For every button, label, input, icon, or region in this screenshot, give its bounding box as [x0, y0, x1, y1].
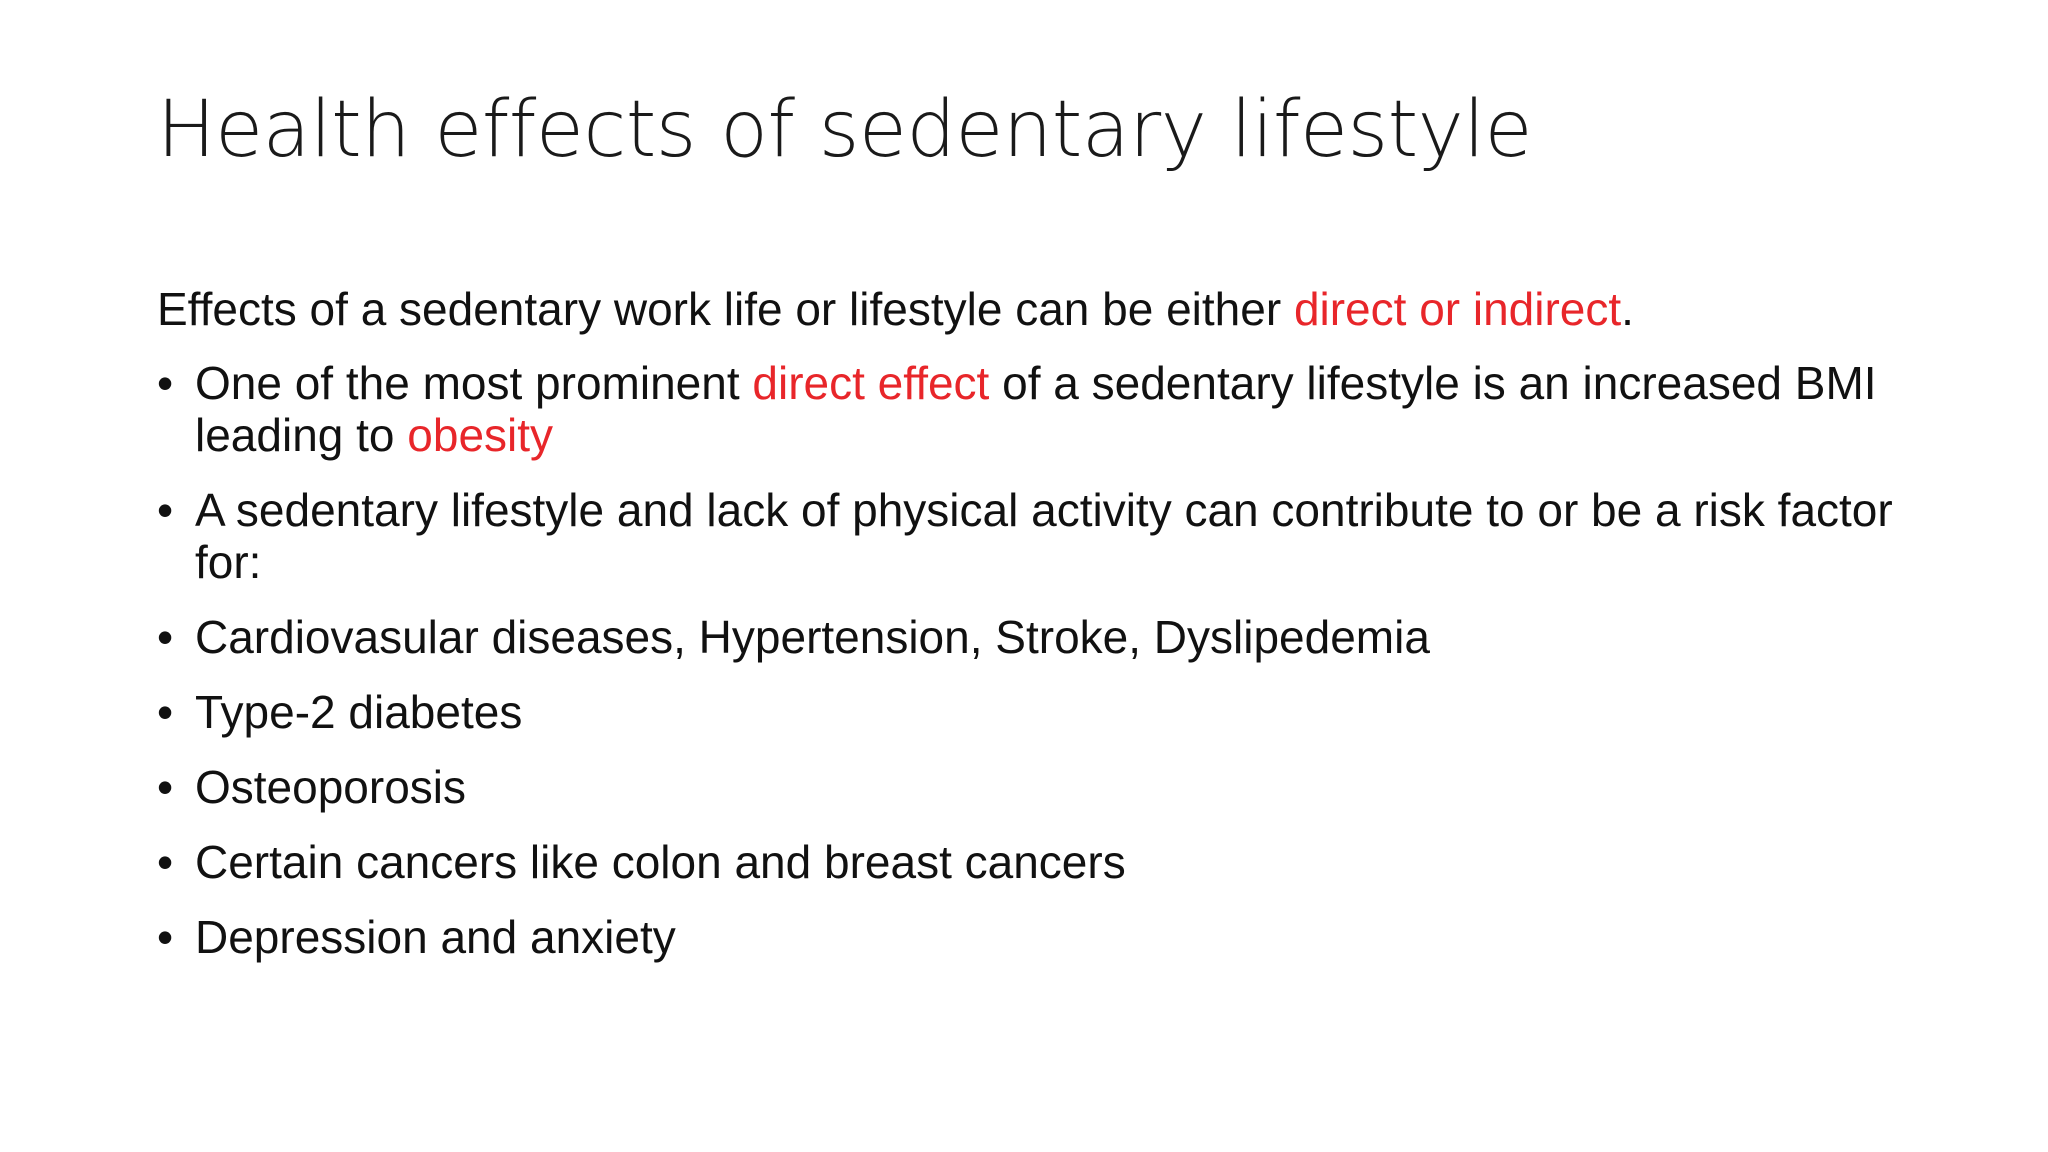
bullet-item-cancers — [157, 836, 1937, 888]
bullet-item-depression — [157, 911, 1937, 963]
bullet-item-cardiovascular — [157, 611, 1937, 663]
bullet-icon: • — [157, 911, 174, 963]
bullet-text: Certain cancers like colon and breast cancers — [195, 836, 1126, 888]
bullet-text: One of the most prominent — [195, 357, 753, 409]
bullet-text: Cardiovasular diseases, Hypertension, Stroke, Dyslipedemia — [195, 611, 1430, 663]
bullet-item-diabetes — [157, 686, 1937, 738]
bullet-item-osteoporosis — [157, 761, 1937, 813]
bullet-highlight-direct-effect: direct effect — [752, 357, 990, 409]
bullet-text: A sedentary lifestyle and lack of physical activity can contribute to or be a risk factor for: — [195, 484, 1893, 588]
bullet-item-direct-effect — [157, 357, 1937, 461]
intro-text: Effects of a sedentary work life or lifestyle can be either — [157, 283, 1294, 335]
intro-paragraph — [157, 283, 1937, 335]
slide-body — [157, 283, 1937, 986]
bullet-text-continued: of a sedentary lifestyle is an increased BMI leading to — [195, 357, 1877, 461]
bullet-text: Type-2 diabetes — [195, 686, 523, 738]
intro-period: . — [1621, 283, 1634, 335]
bullet-icon: • — [157, 357, 174, 409]
slide-title: Health effects of sedentary lifestyle — [157, 85, 1532, 175]
bullet-icon: • — [157, 484, 174, 536]
bullet-text: Osteoporosis — [195, 761, 467, 813]
bullet-icon: • — [157, 686, 174, 738]
bullet-list — [157, 357, 1937, 963]
bullet-icon: • — [157, 836, 174, 888]
bullet-icon: • — [157, 611, 174, 663]
bullet-text: Depression and anxiety — [195, 911, 676, 963]
intro-highlight: direct or indirect — [1293, 283, 1622, 335]
bullet-icon: • — [157, 761, 174, 813]
bullet-highlight-obesity: obesity — [407, 409, 554, 461]
bullet-item-risk-factor — [157, 484, 1937, 588]
